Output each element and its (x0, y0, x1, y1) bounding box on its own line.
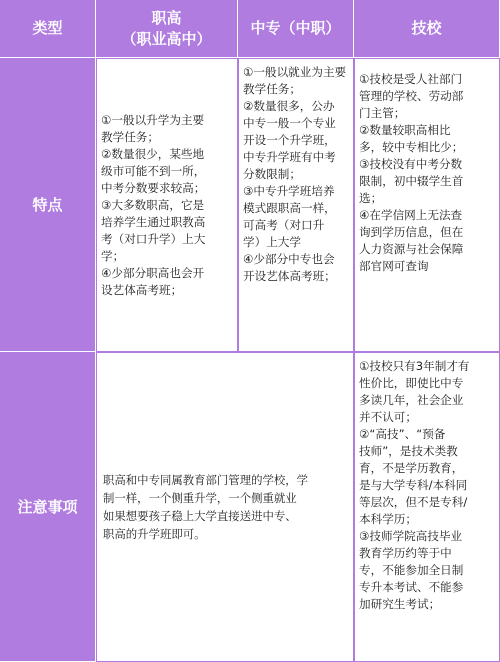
header-zhigao-line1: 职高 (151, 8, 182, 27)
cell-text-line: 开设一个升学班， (243, 133, 336, 147)
cell-text-line: 限制，初中辍学生首 (359, 174, 464, 188)
cell-text-line: 培养学生通过职教高 (101, 214, 206, 229)
cell-features-jixiao (354, 58, 500, 352)
cell-text-line: 询到学历信息，但在 (359, 225, 464, 239)
cell-text-line: ②数量很少，某些地 (101, 146, 205, 161)
row-notes-label (0, 352, 96, 662)
cell-text-line: 选； (359, 191, 383, 205)
header-zhongzhuan-label: 中专（中职） (250, 19, 341, 37)
header-jixiao-label: 技校 (411, 19, 442, 37)
cell-text-line: 考（对口升学）上大 (101, 231, 206, 246)
cell-text-line: ③中专升学班培养 (243, 184, 335, 198)
cell-text-line: 等层次，但不是专科/ (359, 495, 468, 509)
cell-text-line: ②数量较职高相比 (359, 123, 451, 137)
cell-features-zhigao (96, 58, 238, 352)
cell-text-line: 育，不是学历教育， (359, 461, 464, 475)
header-zhigao (96, 0, 238, 58)
cell-text-line: 学； (101, 248, 125, 263)
cell-text-line: 多，较中专相比少； (359, 140, 464, 154)
cell-text-line: 多读几年，社会企业 (359, 393, 464, 407)
cell-features-zhongzhuan (238, 58, 354, 352)
cell-text-line: 制一样，一个侧重升学，一个侧重就业 (103, 491, 297, 505)
cell-text-line: 性价比，即使比中专 (359, 376, 464, 390)
cell-text-line: 教育学历约等于中 (359, 546, 452, 560)
header-type-label: 类型 (32, 19, 63, 37)
cell-text-line: 职高的升学班即可。 (103, 527, 206, 541)
cell-text-line: ④在学信网上无法查 (359, 208, 463, 222)
header-zhigao-line2: （职业高中） (121, 29, 212, 48)
cell-text-line: ①一般以升学为主要 (101, 112, 205, 127)
header-type (0, 0, 96, 58)
cell-text-line: 部官网可查询 (359, 259, 429, 273)
cell-text-line: 模式跟职高一样， (243, 201, 336, 215)
cell-text-line: 开设艺体高考班； (243, 269, 336, 283)
cell-text-line: 设艺体高考班； (101, 282, 183, 297)
cell-text-line: ③大多数职高，它是 (101, 197, 205, 212)
cell-text-line: 加研究生考试； (359, 597, 441, 611)
cell-text-line: 中专升学班有中考 (243, 150, 336, 164)
cell-text-line: 中专一般一个专业 (243, 116, 336, 130)
cell-text-line: 专升本考试、不能参 (359, 580, 464, 594)
row-notes-label-text: 注意事项 (17, 498, 78, 516)
cell-text-line: 如果想要孩子稳上大学直接送进中专、 (103, 509, 297, 523)
cell-text-line: 专，不能参加全日制 (359, 563, 464, 577)
cell-text-line: 分数限制； (243, 167, 301, 181)
row-features-label-text: 特点 (32, 196, 63, 214)
cell-text-line: 教学任务； (101, 129, 159, 144)
cell-text-line: 技师”，是技术类教 (359, 444, 458, 458)
cell-text-line: ②“高技”、“预备 (359, 427, 446, 441)
cell-text-line: 并不认可； (359, 410, 417, 424)
row-features-label (0, 58, 96, 352)
cell-text-line: 级市可能不到一所， (101, 163, 206, 178)
cell-text-line: 管理的学校、劳动部 (359, 89, 464, 103)
cell-text-line: ①技校是受人社部门 (359, 72, 463, 86)
cell-notes-jixiao (354, 352, 500, 662)
cell-notes-shared (96, 352, 354, 662)
cell-text-line: ③技师学院高技毕业 (359, 529, 463, 543)
cell-text-line: 职高和中专同属教育部门管理的学校，学 (103, 473, 309, 487)
cell-text-line: 是与大学专科/本科同 (359, 478, 468, 492)
cell-text-line: ④少部分职高也会开 (101, 265, 205, 280)
cell-text-line: ①技校只有3年制才有 (359, 359, 470, 373)
cell-text-line: 教学任务； (243, 82, 301, 96)
header-zhongzhuan (238, 0, 354, 58)
cell-text-line: 学）上大学 (243, 235, 301, 249)
header-jixiao (354, 0, 500, 58)
cell-text-line: ②数量很多，公办 (243, 99, 335, 113)
cell-text-line: 本科学历； (359, 512, 417, 526)
cell-text-line: 可高考（对口升 (243, 218, 325, 232)
cell-text-line: 门主管； (359, 106, 406, 120)
cell-text-line: ④少部分中专也会 (243, 252, 335, 266)
cell-text-line: 中考分数要求较高； (101, 180, 206, 195)
cell-text-line: ③技校没有中考分数 (359, 157, 463, 171)
cell-text-line: ①一般以就业为主要 (243, 65, 347, 79)
cell-text-line: 人力资源与社会保障 (359, 242, 464, 256)
